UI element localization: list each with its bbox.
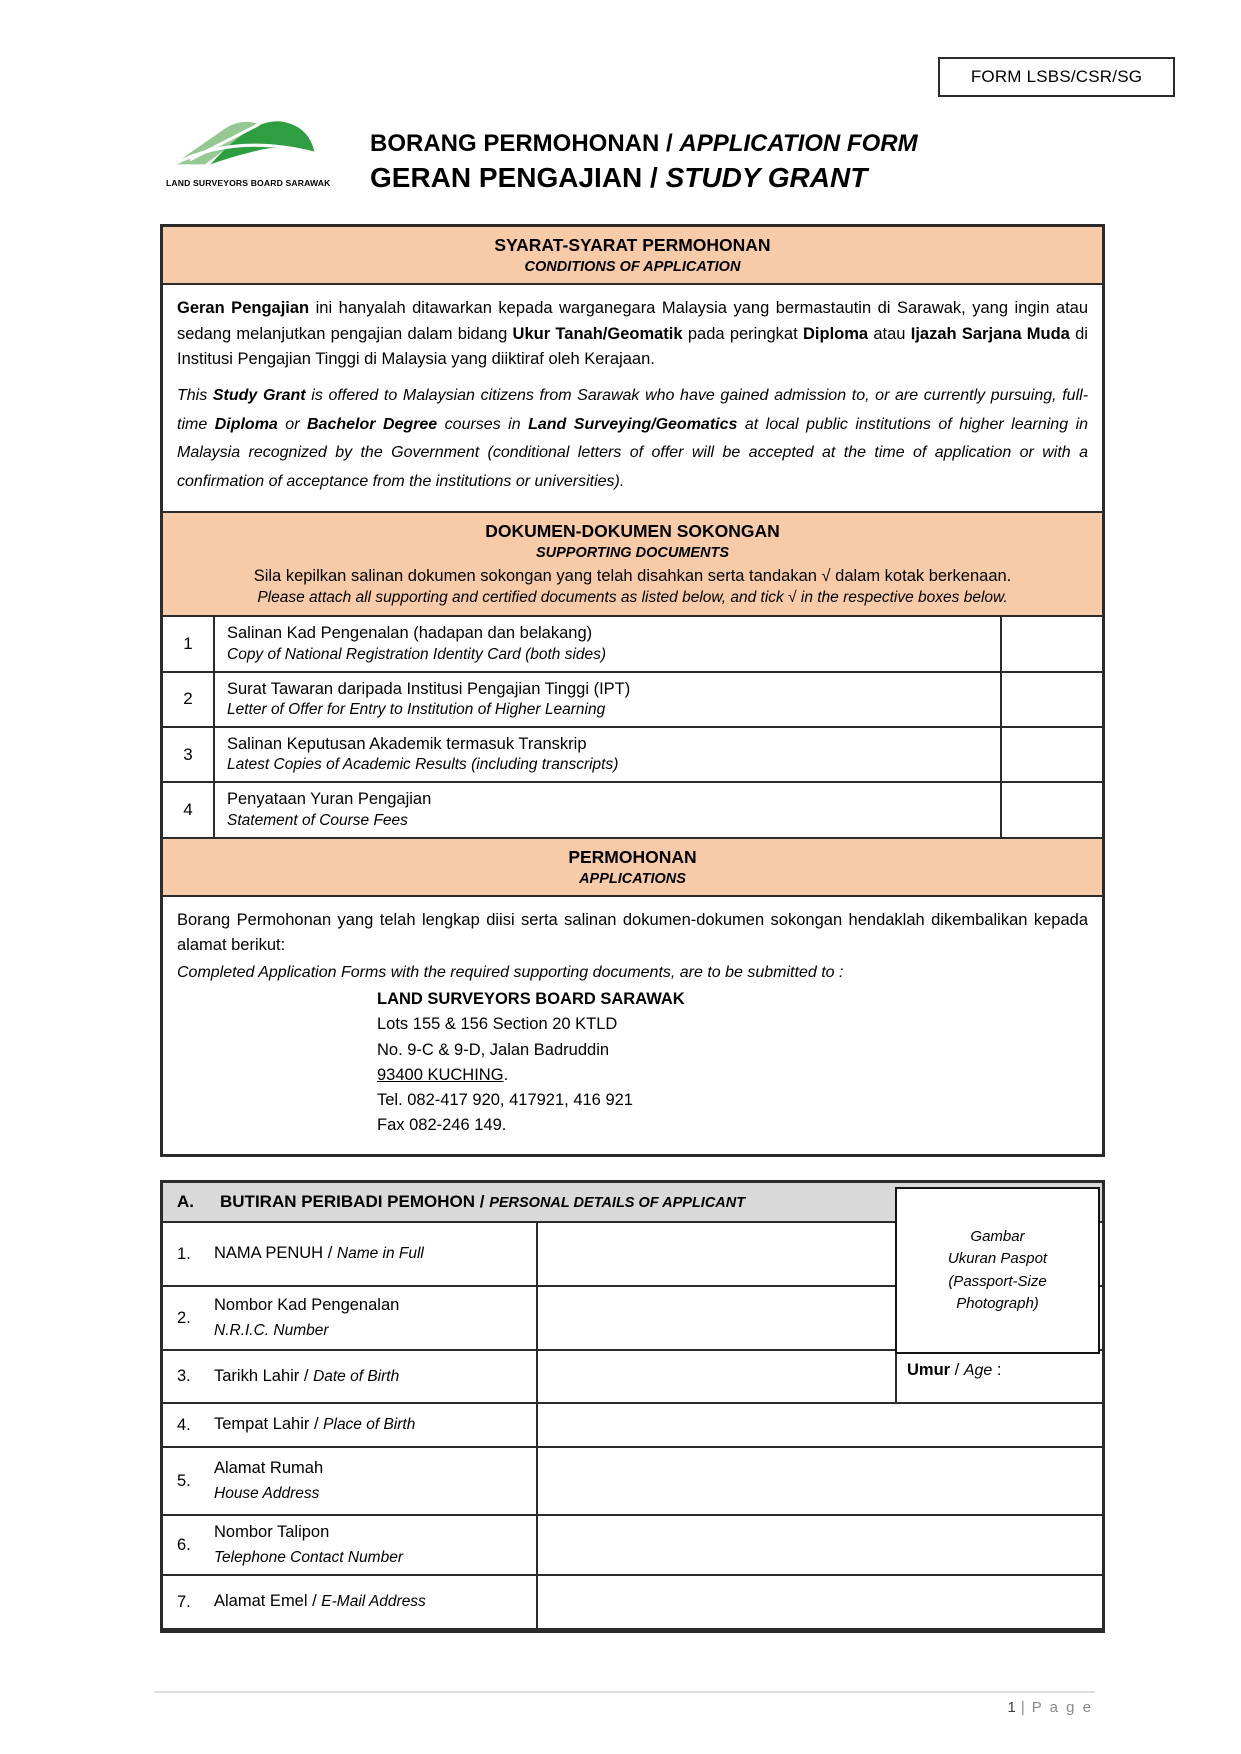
- row-number: 5.: [177, 1471, 191, 1490]
- email-input-cell[interactable]: [538, 1576, 1102, 1628]
- tick-box-1[interactable]: [1000, 617, 1102, 670]
- documents-instruction-en: Please attach all supporting and certified documents as listed below, and tick √ in the respective boxes below.: [257, 589, 1008, 607]
- row-number: 4.: [177, 1415, 191, 1434]
- document-desc-en: Copy of National Registration Identity Card (both sides): [227, 645, 607, 663]
- photo-box-label: (Passport-Size: [948, 1272, 1047, 1290]
- document-desc-ms: Surat Tawaran daripada Institusi Pengajian Tinggi (IPT): [227, 679, 631, 698]
- document-row-2: [163, 673, 1102, 728]
- row-label-cell: [163, 1516, 538, 1574]
- address-line: Lots 155 & 156 Section 20 KTLD: [377, 1015, 618, 1034]
- address-line: Fax 082-246 149.: [377, 1115, 507, 1134]
- row-label: Alamat Emel / E-Mail Address: [214, 1592, 426, 1611]
- title-line-1: BORANG PERMOHONAN / APPLICATION FORM: [370, 130, 918, 157]
- applications-body: [163, 897, 1102, 1154]
- house-address-input-cell[interactable]: [538, 1448, 1102, 1514]
- row-label-cell: [163, 1448, 538, 1514]
- age-input-cell[interactable]: [895, 1351, 1102, 1402]
- documents-heading-ms: DOKUMEN-DOKUMEN SOKONGAN: [485, 521, 780, 542]
- page-number: 1: [1007, 1699, 1016, 1716]
- document-desc: [215, 728, 1000, 781]
- row-number: 1.: [177, 1244, 191, 1263]
- document-number: 4: [163, 783, 215, 836]
- document-desc-en: Statement of Course Fees: [227, 811, 408, 829]
- documents-instruction-ms: Sila kepilkan salinan dokumen sokongan yang telah disahkan serta tandakan √ dalam kotak berkenaan.: [253, 567, 1012, 586]
- address-line: Tel. 082-417 920, 417921, 416 921: [377, 1090, 633, 1109]
- age-label: Umur / Age :: [907, 1361, 1002, 1379]
- row-number: 2.: [177, 1308, 191, 1327]
- mailing-address: [377, 987, 1088, 1137]
- form-code-box: [938, 57, 1175, 97]
- page-title: [370, 128, 918, 195]
- photo-box-label: Photograph): [956, 1295, 1039, 1312]
- conditions-section-header: [163, 227, 1102, 285]
- lsbs-logo-icon: [169, 116, 319, 170]
- footer-separator: |: [1020, 1699, 1025, 1716]
- conditions-text-en: This Study Grant is offered to Malaysian citizens from Sarawak who have gained admission to, or are currently pursuing, full-time Diploma or Bachelor Degree courses in Land Surveying/Geomatics at local public institutions of higher learning in Malaysia recognized by the Government (conditional letters of offer will be accepted at the time of application or with a confirmation of acceptance from the institutions or universities).: [177, 386, 1089, 491]
- photo-box-label: Ukuran Paspot: [947, 1250, 1048, 1267]
- applications-text-ms: Borang Permohonan yang telah lengkap diisi serta salinan dokumen-dokumen sokongan hendaklah dikembalikan kepada alamat berikut:: [177, 911, 1088, 954]
- row-label-cell: [163, 1351, 538, 1402]
- documents-heading-en: SUPPORTING DOCUMENTS: [535, 544, 730, 561]
- document-row-3: [163, 728, 1102, 783]
- row-place-of-birth: [163, 1404, 1102, 1448]
- document-desc-ms: Salinan Kad Pengenalan (hadapan dan belakang): [227, 624, 593, 643]
- applications-text-en: Completed Application Forms with the required supporting documents, are to be submitted to :: [177, 963, 844, 981]
- document-desc-en: Latest Copies of Academic Results (including transcripts): [227, 756, 619, 774]
- row-label: Nombor Kad Pengenalan N.R.I.C. Number: [214, 1296, 400, 1339]
- row-date-of-birth: [163, 1351, 1102, 1404]
- applications-heading-ms: PERMOHONAN: [568, 846, 697, 867]
- applications-section-header: [163, 839, 1102, 897]
- document-number: 1: [163, 617, 215, 670]
- document-desc: [215, 783, 1000, 836]
- logo-block: [166, 116, 331, 188]
- row-email: [163, 1576, 1102, 1630]
- row-label-cell: [163, 1576, 538, 1628]
- footer-divider: [155, 1691, 1095, 1693]
- logo-caption: LAND SURVEYORS BOARD SARAWAK: [166, 178, 331, 188]
- row-label: Nombor Talipon Telephone Contact Number: [214, 1523, 403, 1566]
- row-house-address: [163, 1448, 1102, 1516]
- documents-section-header: [163, 513, 1102, 617]
- tick-box-4[interactable]: [1000, 783, 1102, 836]
- row-number: 3.: [177, 1367, 191, 1385]
- conditions-heading-ms: SYARAT-SYARAT PERMOHONAN: [494, 235, 771, 255]
- tick-box-3[interactable]: [1000, 728, 1102, 781]
- section-letter: A.: [177, 1192, 194, 1211]
- row-number: 7.: [177, 1592, 191, 1611]
- photo-box-label: Gambar: [970, 1227, 1025, 1245]
- conditions-text-ms: Geran Pengajian ini hanyalah ditawarkan kepada warganegara Malaysia yang bermastautin di Sarawak, yang ingin atau sedang melanjutkan pengajian dalam bidang Ukur Tanah/Geomatik pada peringkat Diploma atau Ijazah Sarjana Muda di Institusi Pengajian Tinggi di Malaysia yang diiktiraf oleh Kerajaan.: [177, 299, 1089, 369]
- row-label-cell: [163, 1404, 538, 1446]
- row-label: NAMA PENUH / Name in Full: [214, 1244, 424, 1263]
- document-number: 2: [163, 673, 215, 726]
- address-line: No. 9-C & 9-D, Jalan Badruddin: [377, 1040, 610, 1059]
- document-desc-ms: Penyataan Yuran Pengajian: [227, 790, 432, 809]
- form-code: FORM LSBS/CSR/SG: [970, 67, 1143, 86]
- personal-details-table: [160, 1180, 1105, 1633]
- footer-label: P a g e: [1031, 1699, 1093, 1716]
- section-heading: BUTIRAN PERIBADI PEMOHON / PERSONAL DETAILS OF APPLICANT: [220, 1192, 746, 1211]
- applications-heading-en: APPLICATIONS: [579, 870, 686, 887]
- conditions-heading-en: CONDITIONS OF APPLICATION: [524, 258, 741, 275]
- row-number: 6.: [177, 1535, 191, 1554]
- address-line: LAND SURVEYORS BOARD SARAWAK: [377, 990, 685, 1009]
- place-of-birth-input-cell[interactable]: [538, 1404, 1102, 1446]
- document-desc-en: Letter of Offer for Entry to Institution of Higher Learning: [227, 700, 606, 718]
- document-desc: [215, 617, 1000, 670]
- row-label: Tarikh Lahir / Date of Birth: [214, 1366, 400, 1385]
- title-line-2: GERAN PENGAJIAN / STUDY GRANT: [370, 162, 868, 194]
- document-desc: [215, 673, 1000, 726]
- photo-box[interactable]: [895, 1187, 1100, 1354]
- row-label: Tempat Lahir / Place of Birth: [214, 1415, 416, 1434]
- tick-box-2[interactable]: [1000, 673, 1102, 726]
- document-number: 3: [163, 728, 215, 781]
- address-line: 93400 KUCHING.: [377, 1065, 509, 1084]
- conditions-documents-table: [160, 224, 1105, 1157]
- row-telephone: [163, 1516, 1102, 1576]
- document-row-4: [163, 783, 1102, 838]
- page-footer: [155, 1699, 1093, 1716]
- document-row-1: [163, 617, 1102, 672]
- row-label-cell: [163, 1223, 538, 1285]
- date-of-birth-input-cell[interactable]: [538, 1351, 895, 1402]
- telephone-input-cell[interactable]: [538, 1516, 1102, 1574]
- row-label: Alamat Rumah House Address: [214, 1459, 324, 1502]
- conditions-body: [163, 285, 1102, 513]
- document-desc-ms: Salinan Keputusan Akademik termasuk Transkrip: [227, 735, 587, 754]
- row-label-cell: [163, 1287, 538, 1349]
